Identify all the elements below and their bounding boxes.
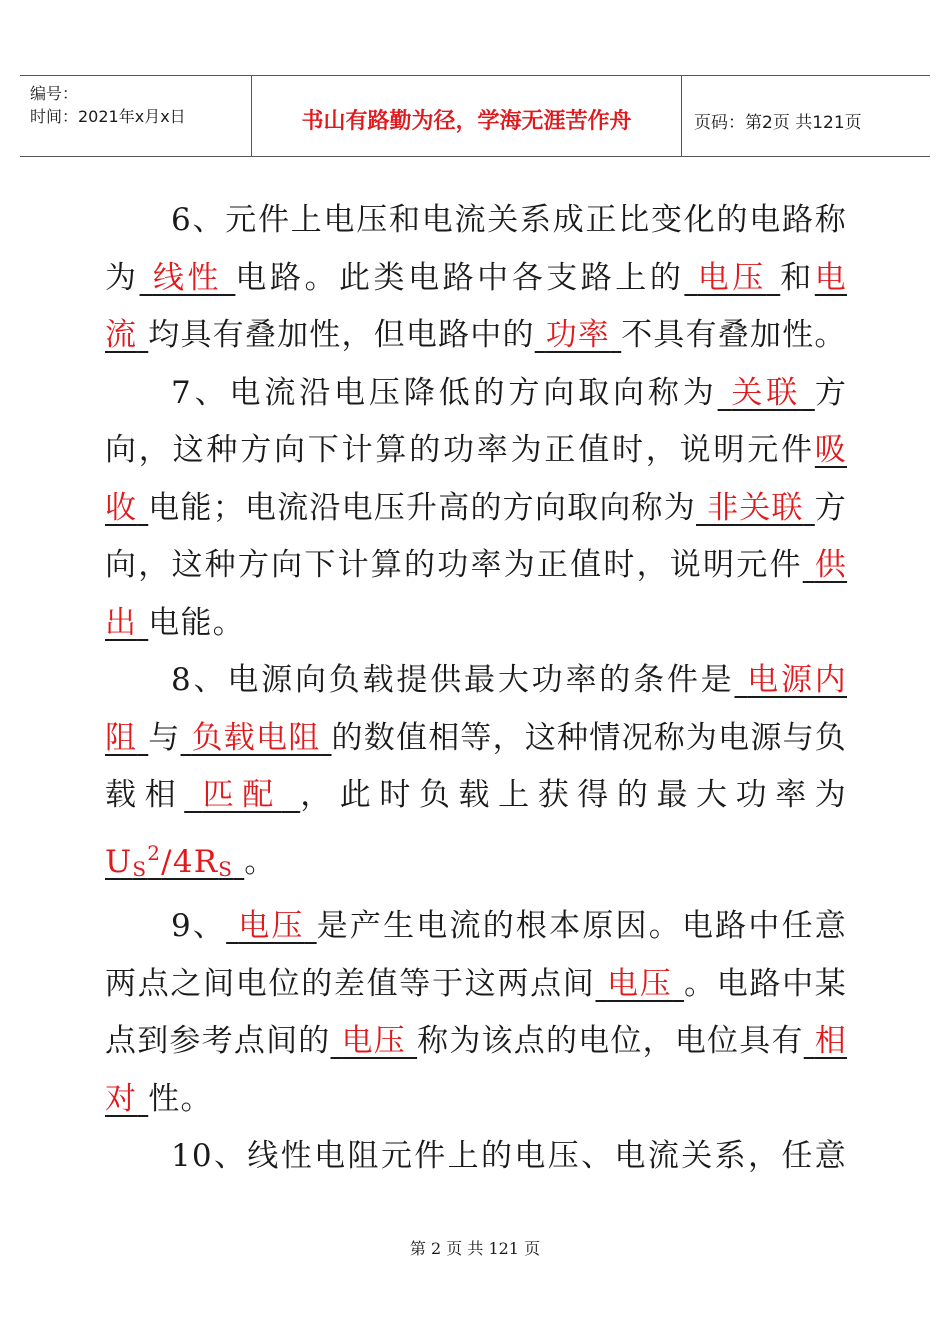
- question-text: 9、: [171, 908, 227, 944]
- answer-text: 关联: [731, 374, 802, 411]
- formula-subscript: S: [132, 856, 148, 881]
- answer-text: 电压: [341, 1023, 407, 1059]
- question-text: 和: [780, 259, 815, 296]
- document-code-label: 编号：: [30, 84, 79, 103]
- formula-u: U: [105, 843, 133, 880]
- answer-blank: [331, 1023, 418, 1059]
- document-time-label: 时间：2021年x月x日: [30, 107, 186, 126]
- header-page-info: 页码：第2页 共121页: [694, 113, 862, 133]
- page-footer: 第 2 页 共 121 页: [409, 1239, 541, 1258]
- answer-blank: [226, 908, 317, 944]
- answer-blank: [684, 260, 780, 296]
- answer-text: 吸收: [105, 432, 847, 526]
- question-text: 的数值相等，这种情况称为电源与负载相: [105, 719, 847, 813]
- question-text: 7、电流沿电压降低的方向取向称为: [171, 374, 718, 411]
- formula-superscript: 2: [147, 840, 162, 865]
- answer-blank: [718, 375, 815, 411]
- question-6: [105, 192, 847, 365]
- question-text: ，此时负载上获得的最大功率为: [300, 777, 847, 813]
- question-text: 称为该点的电位，电位具有: [417, 1023, 804, 1059]
- answer-text: 匹配: [202, 777, 282, 813]
- formula-denominator: /4R: [161, 843, 219, 880]
- answer-blank: [140, 260, 236, 296]
- answer-blank: [184, 777, 300, 813]
- question-text: 电路。此类电路中各支路上的: [235, 259, 685, 296]
- answer-blank: [696, 490, 815, 526]
- answer-text: 电流: [105, 259, 847, 353]
- question-text: 电能；电流沿电压升高的方向取向称为: [148, 489, 696, 526]
- answer-text: 电压: [607, 965, 673, 1002]
- question-text: 方向，这种方向下计算的功率为正值时，说明元件: [105, 374, 848, 468]
- question-9: [105, 898, 847, 1128]
- question-text: 是产生电流的根本原因。电路中任意两点之间电位的差值等于这两点间: [105, 908, 847, 1002]
- question-text: 8、电源向负载提供最大功率的条件是: [171, 662, 735, 698]
- max-power-formula: [105, 840, 244, 881]
- question-text: 均具有叠加性，但电路中的: [148, 317, 535, 353]
- answer-text: 供出: [105, 547, 848, 641]
- answer-blank: [535, 317, 622, 353]
- answer-text: 相对: [105, 1023, 847, 1117]
- question-text: 电能。: [148, 604, 245, 641]
- question-8: [105, 652, 847, 898]
- question-7: [105, 365, 847, 653]
- question-10: [105, 1128, 847, 1186]
- question-text: 性。: [148, 1080, 213, 1117]
- question-text: 10、线性电阻元件上的电压、电流关系，任意: [171, 1138, 847, 1174]
- formula-subscript: S: [218, 856, 234, 881]
- answer-text: 负载电阻: [191, 719, 321, 756]
- answer-blank: [181, 720, 332, 756]
- question-text: 。电路中某点到参考点间的: [105, 965, 848, 1059]
- question-text: 不具有叠加性。: [621, 317, 847, 353]
- header-motto-cell: [252, 76, 682, 156]
- answer-text: 线性: [152, 259, 223, 296]
- question-text: 与: [148, 719, 181, 756]
- answer-blank: [595, 966, 684, 1002]
- question-text: 方向，这种方向下计算的功率为正值时，说明元件: [105, 489, 847, 583]
- document-body: [105, 192, 847, 1186]
- answer-text: 电压: [697, 259, 767, 296]
- page-header: [20, 75, 930, 157]
- header-page-cell: [682, 76, 930, 156]
- answer-text: 非关联: [707, 489, 804, 526]
- header-meta-cell: [20, 76, 252, 156]
- question-text: 6、元件上电压和电流关系成正比变化的电路称为: [105, 202, 847, 296]
- answer-text: 电压: [238, 908, 305, 944]
- answer-text: 功率: [545, 317, 611, 353]
- header-motto: 书山有路勤为径，学海无涯苦作舟: [301, 109, 632, 134]
- answer-text: 电源内阻: [105, 662, 847, 756]
- question-text: 。: [244, 843, 277, 880]
